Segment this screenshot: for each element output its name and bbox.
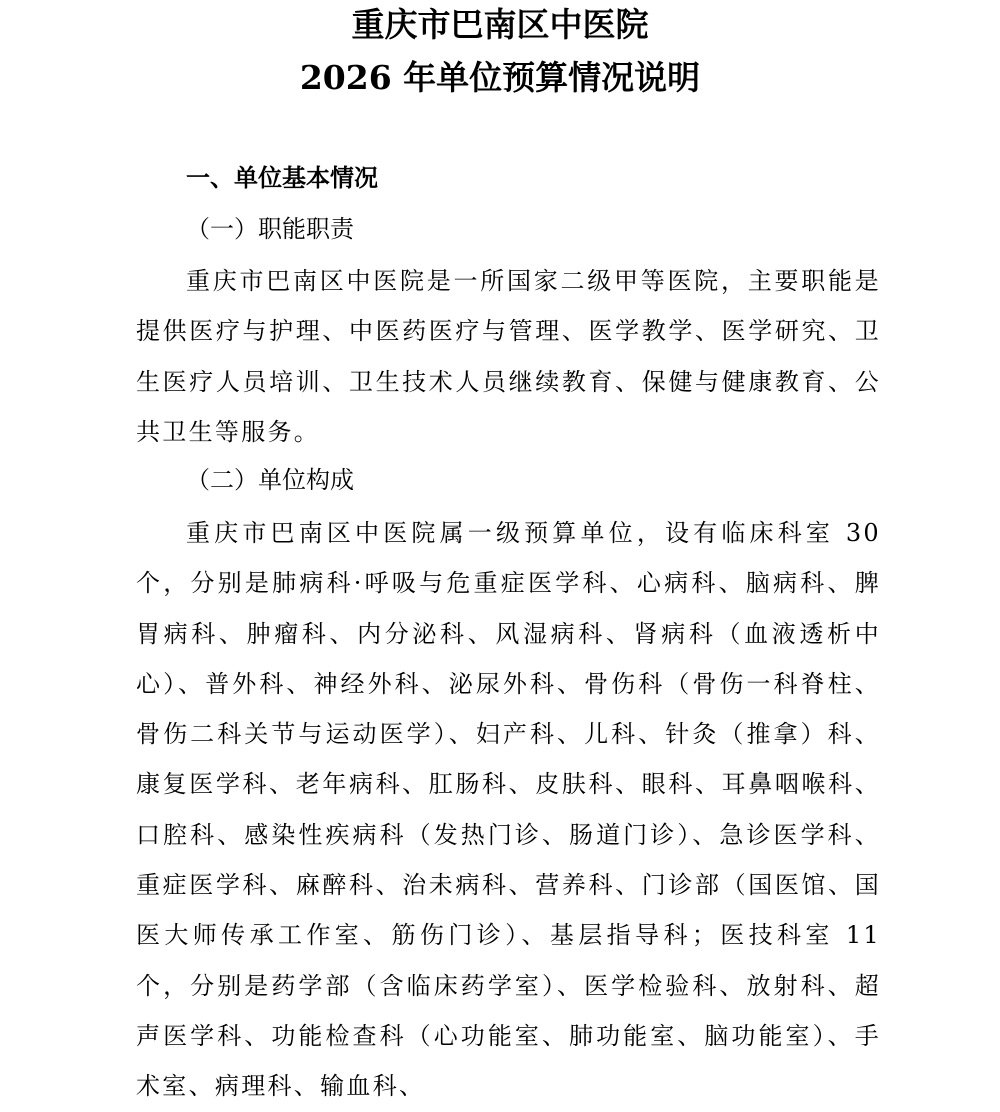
subsection-heading-composition: （二）单位构成 — [186, 466, 354, 494]
document-title-line2: 2026 年单位预算情况说明 — [299, 58, 701, 97]
paragraph-composition: 重庆市巴南区中医院属一级预算单位，设有临床科室 30 个，分别是肺病科·呼吸与危重症医学科、心病科、脑病科、脾胃病科、肿瘤科、内分泌科、风湿病科、肾病科（血液透析中心）、普外科、神经外科、泌尿外科、骨伤科（骨伤一科脊柱、骨伤二科关节与运动医学）、妇产科、儿科、针灸（推拿）科、康复医学科、老年病科、肛肠科、皮肤科、眼科、耳鼻咽喉科、口腔科、感染性疾病科（发热门诊、肠道门诊）、急诊医学科、重症医学科、麻醉科、治未病科、营养科、门诊部（国医馆、国医大师传承工作室、筋伤门诊）、基层指导科；医技科室 11 个，分别是药学部（含临床药学室）、医学检验科、放射科、超声医学科、功能检查科（心功能室、肺功能室、脑功能室）、手术室、病理科、输血科、 — [136, 519, 881, 1101]
paragraph-functions: 重庆市巴南区中医院是一所国家二级甲等医院，主要职能是提供医疗与护理、中医药医疗与管理、医学教学、医学研究、卫生医疗人员培训、卫生技术人员继续教育、保健与健康教育、公共卫生等服务。 — [136, 267, 881, 446]
section-heading-basic-info: 一、单位基本情况 — [186, 163, 378, 192]
subsection-heading-functions: （一）职能职责 — [186, 215, 354, 243]
document-title-line1: 重庆市巴南区中医院 — [351, 5, 649, 44]
